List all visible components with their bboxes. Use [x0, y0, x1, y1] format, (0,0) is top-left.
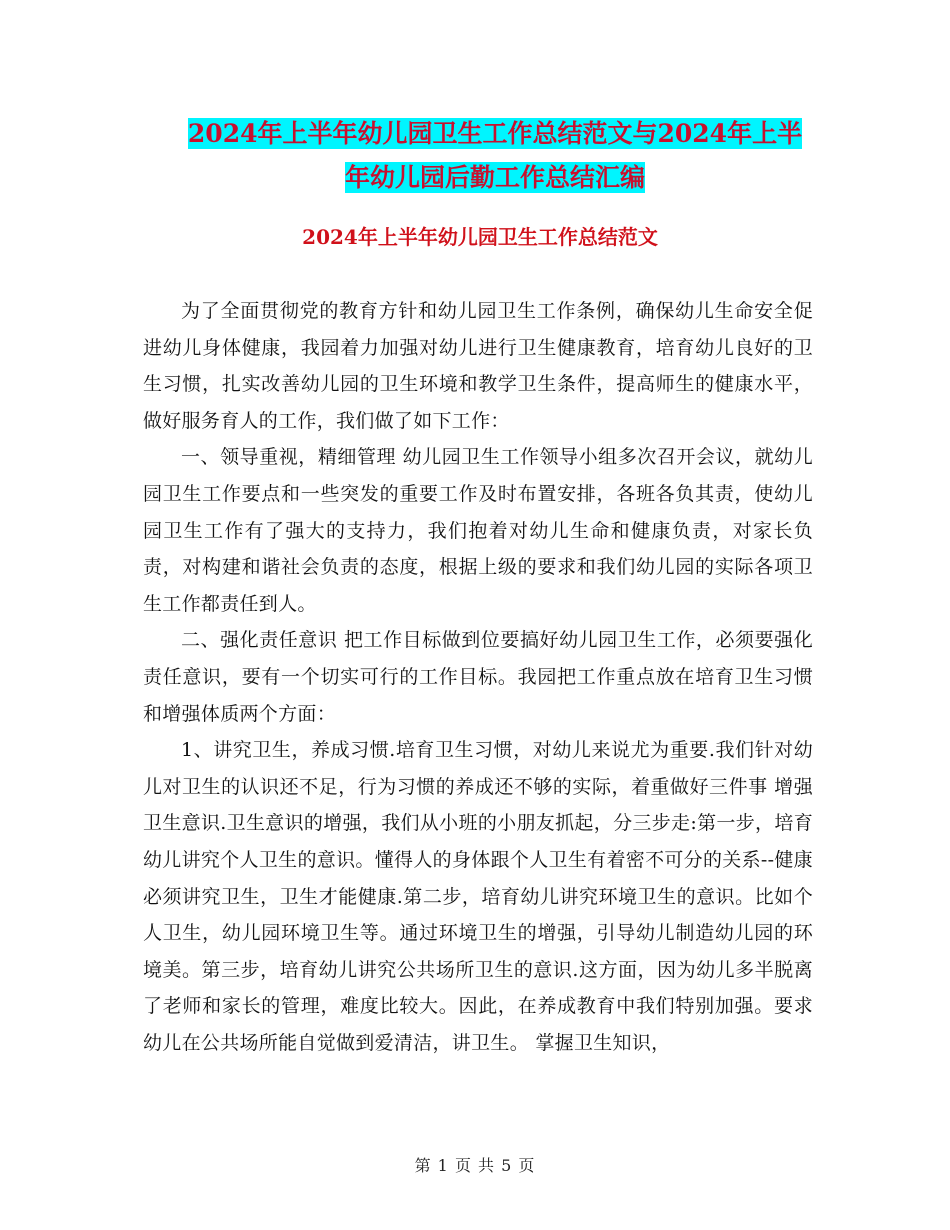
page-number-footer: 第 1 页 共 5 页 [414, 1156, 536, 1175]
paragraph-hygiene-habits: 1、讲究卫生，养成习惯.培育卫生习惯，对幼儿来说尤为重要.我们针对幼儿对卫生的认识还不足，行为习惯的养成还不够的实际，着重做好三件事 增强卫生意识.卫生意识的增强，我们从小班的小朋友抓起，分三步走:第一步，培育幼儿讲究个人卫生的意识。懂得人的身体跟个人卫生有着密不可分的关系--健康必须讲究卫生，卫生才能健康.第二步，培育幼儿讲究环境卫生的意识。比如个人卫生，幼儿园环境卫生等。通过环境卫生的增强，引导幼儿制造幼儿园的环境美。第三步，培育幼儿讲究公共场所卫生的意识.这方面，因为幼儿多半脱离了老师和家长的管理，难度比较大。因此，在养成教育中我们特别加强。要求幼儿在公共场所能自觉做到爱清洁，讲卫生。 掌握卫生知识， [143, 739, 813, 1054]
section-title: 2024年上半年幼儿园卫生工作总结范文 [302, 225, 658, 249]
paragraph-intro: 为了全面贯彻党的教育方针和幼儿园卫生工作条例，确保幼儿生命安全促进幼儿身体健康，我园着力加强对幼儿进行卫生健康教育，培育幼儿良好的卫生习惯，扎实改善幼儿园的卫生环境和教学卫生条件，提高师生的健康水平，做好服务育人的工作，我们做了如下工作： [143, 300, 813, 432]
title-line-2: 年幼儿园后勤工作总结汇编 [344, 163, 645, 192]
paragraph-responsibility: 二、强化责任意识 把工作目标做到位要搞好幼儿园卫生工作，必须要强化责任意识，要有一个切实可行的工作目标。我园把工作重点放在培育卫生习惯和增强体质两个方面： [143, 629, 813, 725]
document-title [150, 112, 840, 200]
title-line-1: 2024年上半年幼儿园卫生工作总结范文与2024年上半 [187, 119, 803, 148]
body-text [143, 293, 813, 1061]
paragraph-leadership: 一、领导重视，精细管理 幼儿园卫生工作领导小组多次召开会议，就幼儿园卫生工作要点和一些突发的重要工作及时布置安排，各班各负其责，使幼儿园卫生工作有了强大的支持力，我们抱着对幼儿生命和健康负责，对家长负责，对构建和谐社会负责的态度，根据上级的要求和我们幼儿园的实际各项卫生工作都责任到人。 [143, 446, 813, 615]
